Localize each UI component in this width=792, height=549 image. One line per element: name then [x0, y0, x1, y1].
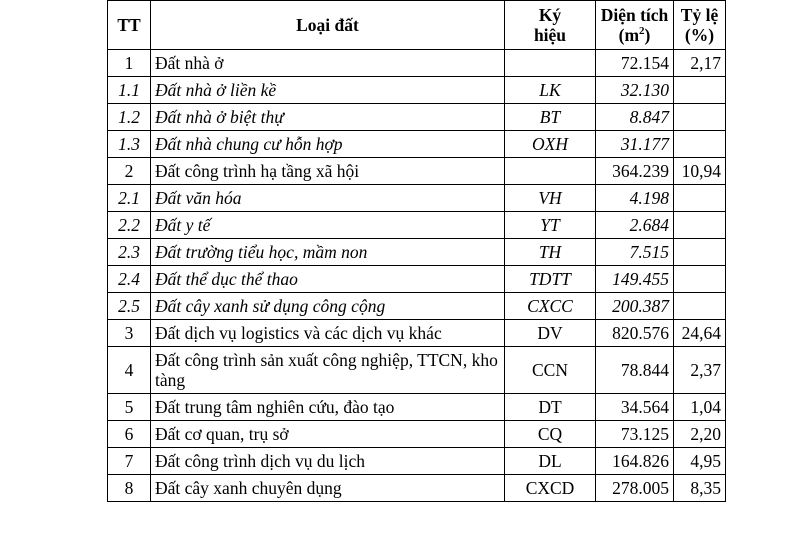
land-type-cell: Đất trung tâm nghiên cứu, đào tạo: [151, 394, 505, 421]
code-cell: LK: [505, 77, 596, 104]
header-code-line1: Ký: [538, 5, 562, 25]
ratio-cell: 4,95: [674, 448, 726, 475]
ratio-cell: [674, 185, 726, 212]
land-type-cell: Đất nhà ở biệt thự: [151, 104, 505, 131]
table-row: [108, 475, 726, 502]
row-number-cell: 5: [108, 394, 151, 421]
header-ratio-line2: (%): [684, 25, 715, 45]
land-type-cell: Đất công trình dịch vụ du lịch: [151, 448, 505, 475]
code-cell: CXCD: [505, 475, 596, 502]
row-number-cell: 2.5: [108, 293, 151, 320]
area-cell: 364.239: [596, 158, 674, 185]
header-tt: TT: [108, 1, 151, 50]
table-row: [108, 266, 726, 293]
header-area-line2: [600, 25, 669, 45]
area-cell: 200.387: [596, 293, 674, 320]
area-cell: 2.684: [596, 212, 674, 239]
land-type-cell: Đất công trình sản xuất công nghiệp, TTCN, kho tàng: [151, 347, 505, 394]
row-number-cell: 4: [108, 347, 151, 394]
header-area: [596, 1, 674, 50]
code-cell: YT: [505, 212, 596, 239]
table-row: [108, 394, 726, 421]
area-cell: 820.576: [596, 320, 674, 347]
code-cell: CXCC: [505, 293, 596, 320]
ratio-cell: [674, 212, 726, 239]
table-body: [108, 50, 726, 502]
ratio-cell: [674, 104, 726, 131]
ratio-cell: 2,20: [674, 421, 726, 448]
header-area-line1: Diện tích: [600, 5, 669, 25]
header-code: [505, 1, 596, 50]
row-number-cell: 2.4: [108, 266, 151, 293]
header-area-unit-post: ): [644, 25, 651, 45]
area-cell: 4.198: [596, 185, 674, 212]
header-ratio-line1: Tỷ lệ: [680, 5, 719, 25]
header-code-line2: hiệu: [533, 25, 567, 45]
area-cell: 73.125: [596, 421, 674, 448]
code-cell: CQ: [505, 421, 596, 448]
table-row: [108, 50, 726, 77]
ratio-cell: 8,35: [674, 475, 726, 502]
row-number-cell: 6: [108, 421, 151, 448]
area-cell: 278.005: [596, 475, 674, 502]
table-row: [108, 158, 726, 185]
table-row: [108, 293, 726, 320]
area-cell: 34.564: [596, 394, 674, 421]
land-type-cell: Đất y tế: [151, 212, 505, 239]
area-cell: 32.130: [596, 77, 674, 104]
area-cell: 7.515: [596, 239, 674, 266]
ratio-cell: 2,17: [674, 50, 726, 77]
ratio-cell: [674, 266, 726, 293]
row-number-cell: 1.2: [108, 104, 151, 131]
table-row: [108, 239, 726, 266]
header-area-unit-sup: 2: [639, 25, 645, 38]
area-cell: 8.847: [596, 104, 674, 131]
row-number-cell: 1.3: [108, 131, 151, 158]
area-cell: 164.826: [596, 448, 674, 475]
row-number-cell: 2.2: [108, 212, 151, 239]
ratio-cell: [674, 293, 726, 320]
area-cell: 72.154: [596, 50, 674, 77]
table-header-row: [108, 1, 726, 50]
code-cell: [505, 158, 596, 185]
land-type-cell: Đất văn hóa: [151, 185, 505, 212]
ratio-cell: [674, 77, 726, 104]
table-row: [108, 347, 726, 394]
table-row: [108, 448, 726, 475]
code-cell: DV: [505, 320, 596, 347]
code-cell: DT: [505, 394, 596, 421]
row-number-cell: 3: [108, 320, 151, 347]
table-row: [108, 104, 726, 131]
land-type-cell: Đất cây xanh chuyên dụng: [151, 475, 505, 502]
row-number-cell: 2.3: [108, 239, 151, 266]
ratio-cell: 2,37: [674, 347, 726, 394]
land-type-cell: Đất trường tiểu học, mầm non: [151, 239, 505, 266]
ratio-cell: [674, 239, 726, 266]
table-row: [108, 77, 726, 104]
ratio-cell: 24,64: [674, 320, 726, 347]
area-cell: 78.844: [596, 347, 674, 394]
land-type-cell: Đất cây xanh sử dụng công cộng: [151, 293, 505, 320]
area-cell: 31.177: [596, 131, 674, 158]
area-cell: 149.455: [596, 266, 674, 293]
ratio-cell: 1,04: [674, 394, 726, 421]
table-row: [108, 131, 726, 158]
table-row: [108, 185, 726, 212]
ratio-cell: 10,94: [674, 158, 726, 185]
row-number-cell: 1.1: [108, 77, 151, 104]
land-type-cell: Đất dịch vụ logistics và các dịch vụ khác: [151, 320, 505, 347]
table-row: [108, 421, 726, 448]
code-cell: VH: [505, 185, 596, 212]
land-type-cell: Đất thể dục thể thao: [151, 266, 505, 293]
code-cell: BT: [505, 104, 596, 131]
row-number-cell: 2: [108, 158, 151, 185]
ratio-cell: [674, 131, 726, 158]
code-cell: TDTT: [505, 266, 596, 293]
table-row: [108, 212, 726, 239]
row-number-cell: 7: [108, 448, 151, 475]
land-type-cell: Đất cơ quan, trụ sở: [151, 421, 505, 448]
header-ratio: [674, 1, 726, 50]
land-type-cell: Đất nhà ở liền kề: [151, 77, 505, 104]
header-land-type: Loại đất: [151, 1, 505, 50]
code-cell: TH: [505, 239, 596, 266]
row-number-cell: 8: [108, 475, 151, 502]
code-cell: OXH: [505, 131, 596, 158]
land-type-cell: Đất công trình hạ tầng xã hội: [151, 158, 505, 185]
row-number-cell: 2.1: [108, 185, 151, 212]
code-cell: CCN: [505, 347, 596, 394]
row-number-cell: 1: [108, 50, 151, 77]
header-area-unit-pre: (m: [618, 25, 640, 45]
code-cell: DL: [505, 448, 596, 475]
code-cell: [505, 50, 596, 77]
land-use-table: [107, 0, 726, 502]
land-type-cell: Đất nhà chung cư hỗn hợp: [151, 131, 505, 158]
land-type-cell: Đất nhà ở: [151, 50, 505, 77]
table-row: [108, 320, 726, 347]
